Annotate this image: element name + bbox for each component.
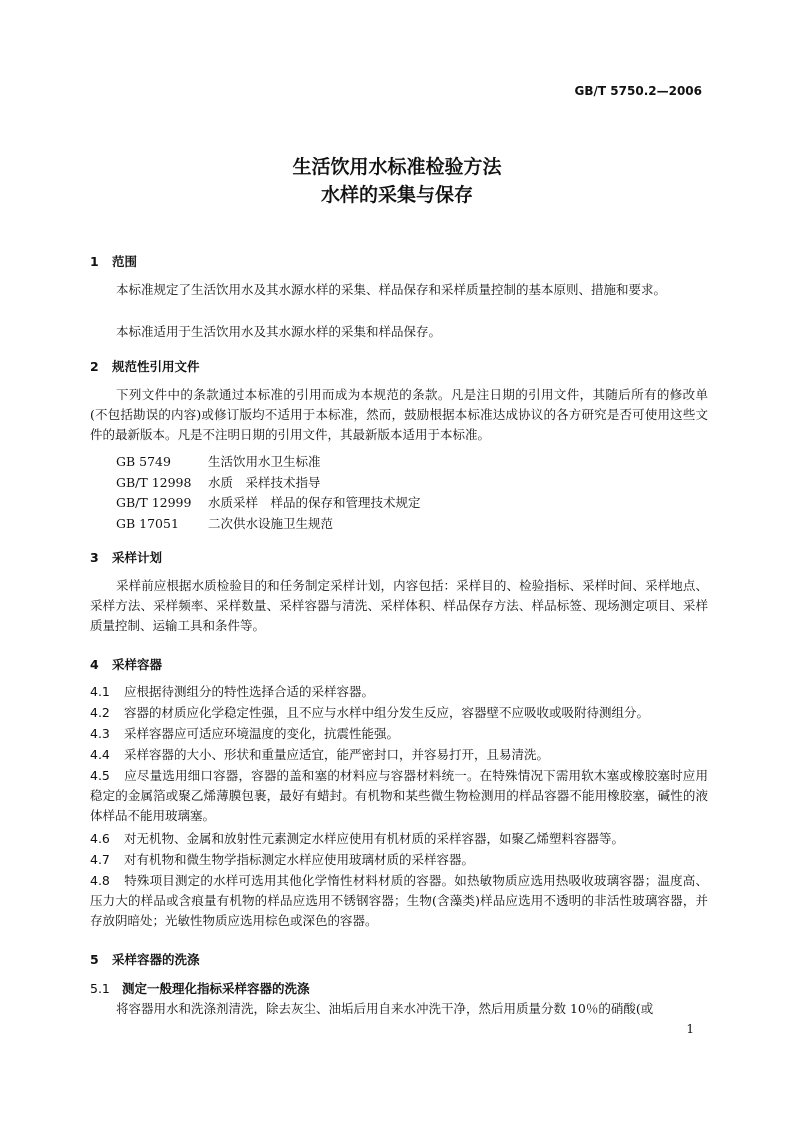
section-title: 采样容器 [112, 657, 163, 672]
paragraph: 采样前应根据水质检验目的和任务制定采样计划，内容包括：采样目的、检验指标、采样时间、采样地点、采样方法、采样频率、采样数量、采样容器与清洗、采样体积、样品保存方法、样品标签、现场测定项目、采样质量控制、运输工具和条件等。 [90, 578, 708, 634]
section-heading-5 [90, 950, 200, 968]
clause-item [90, 745, 708, 765]
reference-code: GB/T 12999 [116, 495, 192, 510]
clause-number: 4.7 [90, 852, 110, 867]
clause-item [90, 871, 708, 932]
section-heading-4 [90, 655, 162, 673]
clause-number: 4.8 [90, 873, 110, 888]
subsection-heading-5-1 [90, 979, 310, 997]
standard-code: GB/T 5750.2—2006 [574, 84, 702, 98]
clause-item [90, 766, 708, 827]
clause-text: 应尽量选用细口容器，容器的盖和塞的材料应与容器材料统一。在特殊情况下需用软木塞或橡胶塞时应用稳定的金属箔或聚乙烯薄膜包裹，最好有蜡封。有机物和某些微生物检测用的样品容器不能用橡胶塞，碱性的液体样品不能用玻璃塞。 [90, 768, 708, 824]
clause-text: 对有机物和微生物学指标测定水样应使用玻璃材质的采样容器。 [124, 852, 475, 867]
clause-text: 采样容器应可适应环境温度的变化，抗震性能强。 [124, 726, 400, 741]
reference-item [116, 493, 421, 511]
clause-item [90, 724, 708, 744]
section-heading-3 [90, 548, 162, 566]
clause-text: 采样容器的大小、形状和重量应适宜，能严密封口，并容易打开，且易清洗。 [124, 747, 550, 762]
clause-item [90, 829, 708, 849]
clause-number: 4.1 [90, 684, 110, 699]
clause-number: 4.4 [90, 747, 110, 762]
clause-text: 特殊项目测定的水样可选用其他化学惰性材料材质的容器。如热敏物质应选用热吸收玻璃容器；温度高、压力大的样品或含痕量有机物的样品应选用不锈钢容器；生物(含藻类)样品应选用不透明的非活性玻璃容器，并存放阴暗处；光敏性物质应选用棕色或深色的容器。 [90, 873, 708, 929]
clause-item [90, 850, 708, 870]
subsection-number: 5.1 [90, 981, 110, 996]
reference-code: GB 5749 [116, 454, 171, 469]
clause-number: 4.5 [90, 768, 110, 783]
section-number: 3 [90, 550, 99, 565]
section-heading-2 [90, 357, 200, 375]
section-number: 2 [90, 359, 99, 374]
subsection-title: 测定一般理化指标采样容器的洗涤 [122, 981, 310, 996]
paragraph: 本标准适用于生活饮用水及其水源水样的采集和样品保存。 [116, 324, 442, 339]
section-heading-1 [90, 252, 137, 270]
reference-item [116, 514, 333, 532]
clause-number: 4.6 [90, 831, 110, 846]
paragraph: 下列文件中的条款通过本标准的引用而成为本规范的条款。凡是注日期的引用文件，其随后所有的修改单(不包括勘误的内容)或修订版均不适用于本标准，然而，鼓励根据本标准达成协议的各方研究是否可使用这些文件的最新版本。凡是不注明日期的引用文件，其最新版本适用于本标准。 [90, 387, 708, 443]
section-number: 1 [90, 254, 99, 269]
document-subtitle: 水样的采集与保存 [320, 184, 473, 206]
clause-text: 对无机物、金属和放射性元素测定水样应使用有机材质的采样容器，如聚乙烯塑料容器等。 [124, 831, 625, 846]
section-number: 4 [90, 657, 99, 672]
reference-title: 生活饮用水卫生标准 [208, 454, 321, 469]
document-title: 生活饮用水标准检验方法 [292, 156, 502, 178]
clause-text: 容器的材质应化学稳定性强，且不应与水样中组分发生反应，容器壁不应吸收或吸附待测组分。 [124, 705, 650, 720]
paragraph: 将容器用水和洗涤剂清洗，除去灰尘、油垢后用自来水冲洗干净，然后用质量分数 10％的硝酸(或 [116, 1001, 654, 1016]
reference-title: 二次供水设施卫生规范 [208, 516, 334, 531]
reference-title: 水质采样 样品的保存和管理技术规定 [208, 495, 421, 510]
paragraph: 本标准规定了生活饮用水及其水源水样的采集、样品保存和采样质量控制的基本原则、措施和要求。 [116, 282, 667, 297]
reference-item [116, 452, 321, 470]
section-title: 范围 [112, 254, 138, 269]
reference-code: GB 17051 [116, 516, 179, 531]
section-title: 规范性引用文件 [112, 359, 200, 374]
section-number: 5 [90, 952, 99, 967]
clause-item [90, 682, 708, 702]
clause-text: 应根据待测组分的特性选择合适的采样容器。 [124, 684, 375, 699]
clause-item [90, 703, 708, 723]
section-title: 采样容器的洗涤 [112, 952, 200, 967]
clause-number: 4.3 [90, 726, 110, 741]
section-title: 采样计划 [112, 550, 163, 565]
page-number: 1 [686, 1022, 694, 1036]
clause-number: 4.2 [90, 705, 110, 720]
reference-code: GB/T 12998 [116, 475, 192, 490]
reference-item [116, 473, 321, 491]
reference-title: 水质 采样技术指导 [208, 475, 321, 490]
